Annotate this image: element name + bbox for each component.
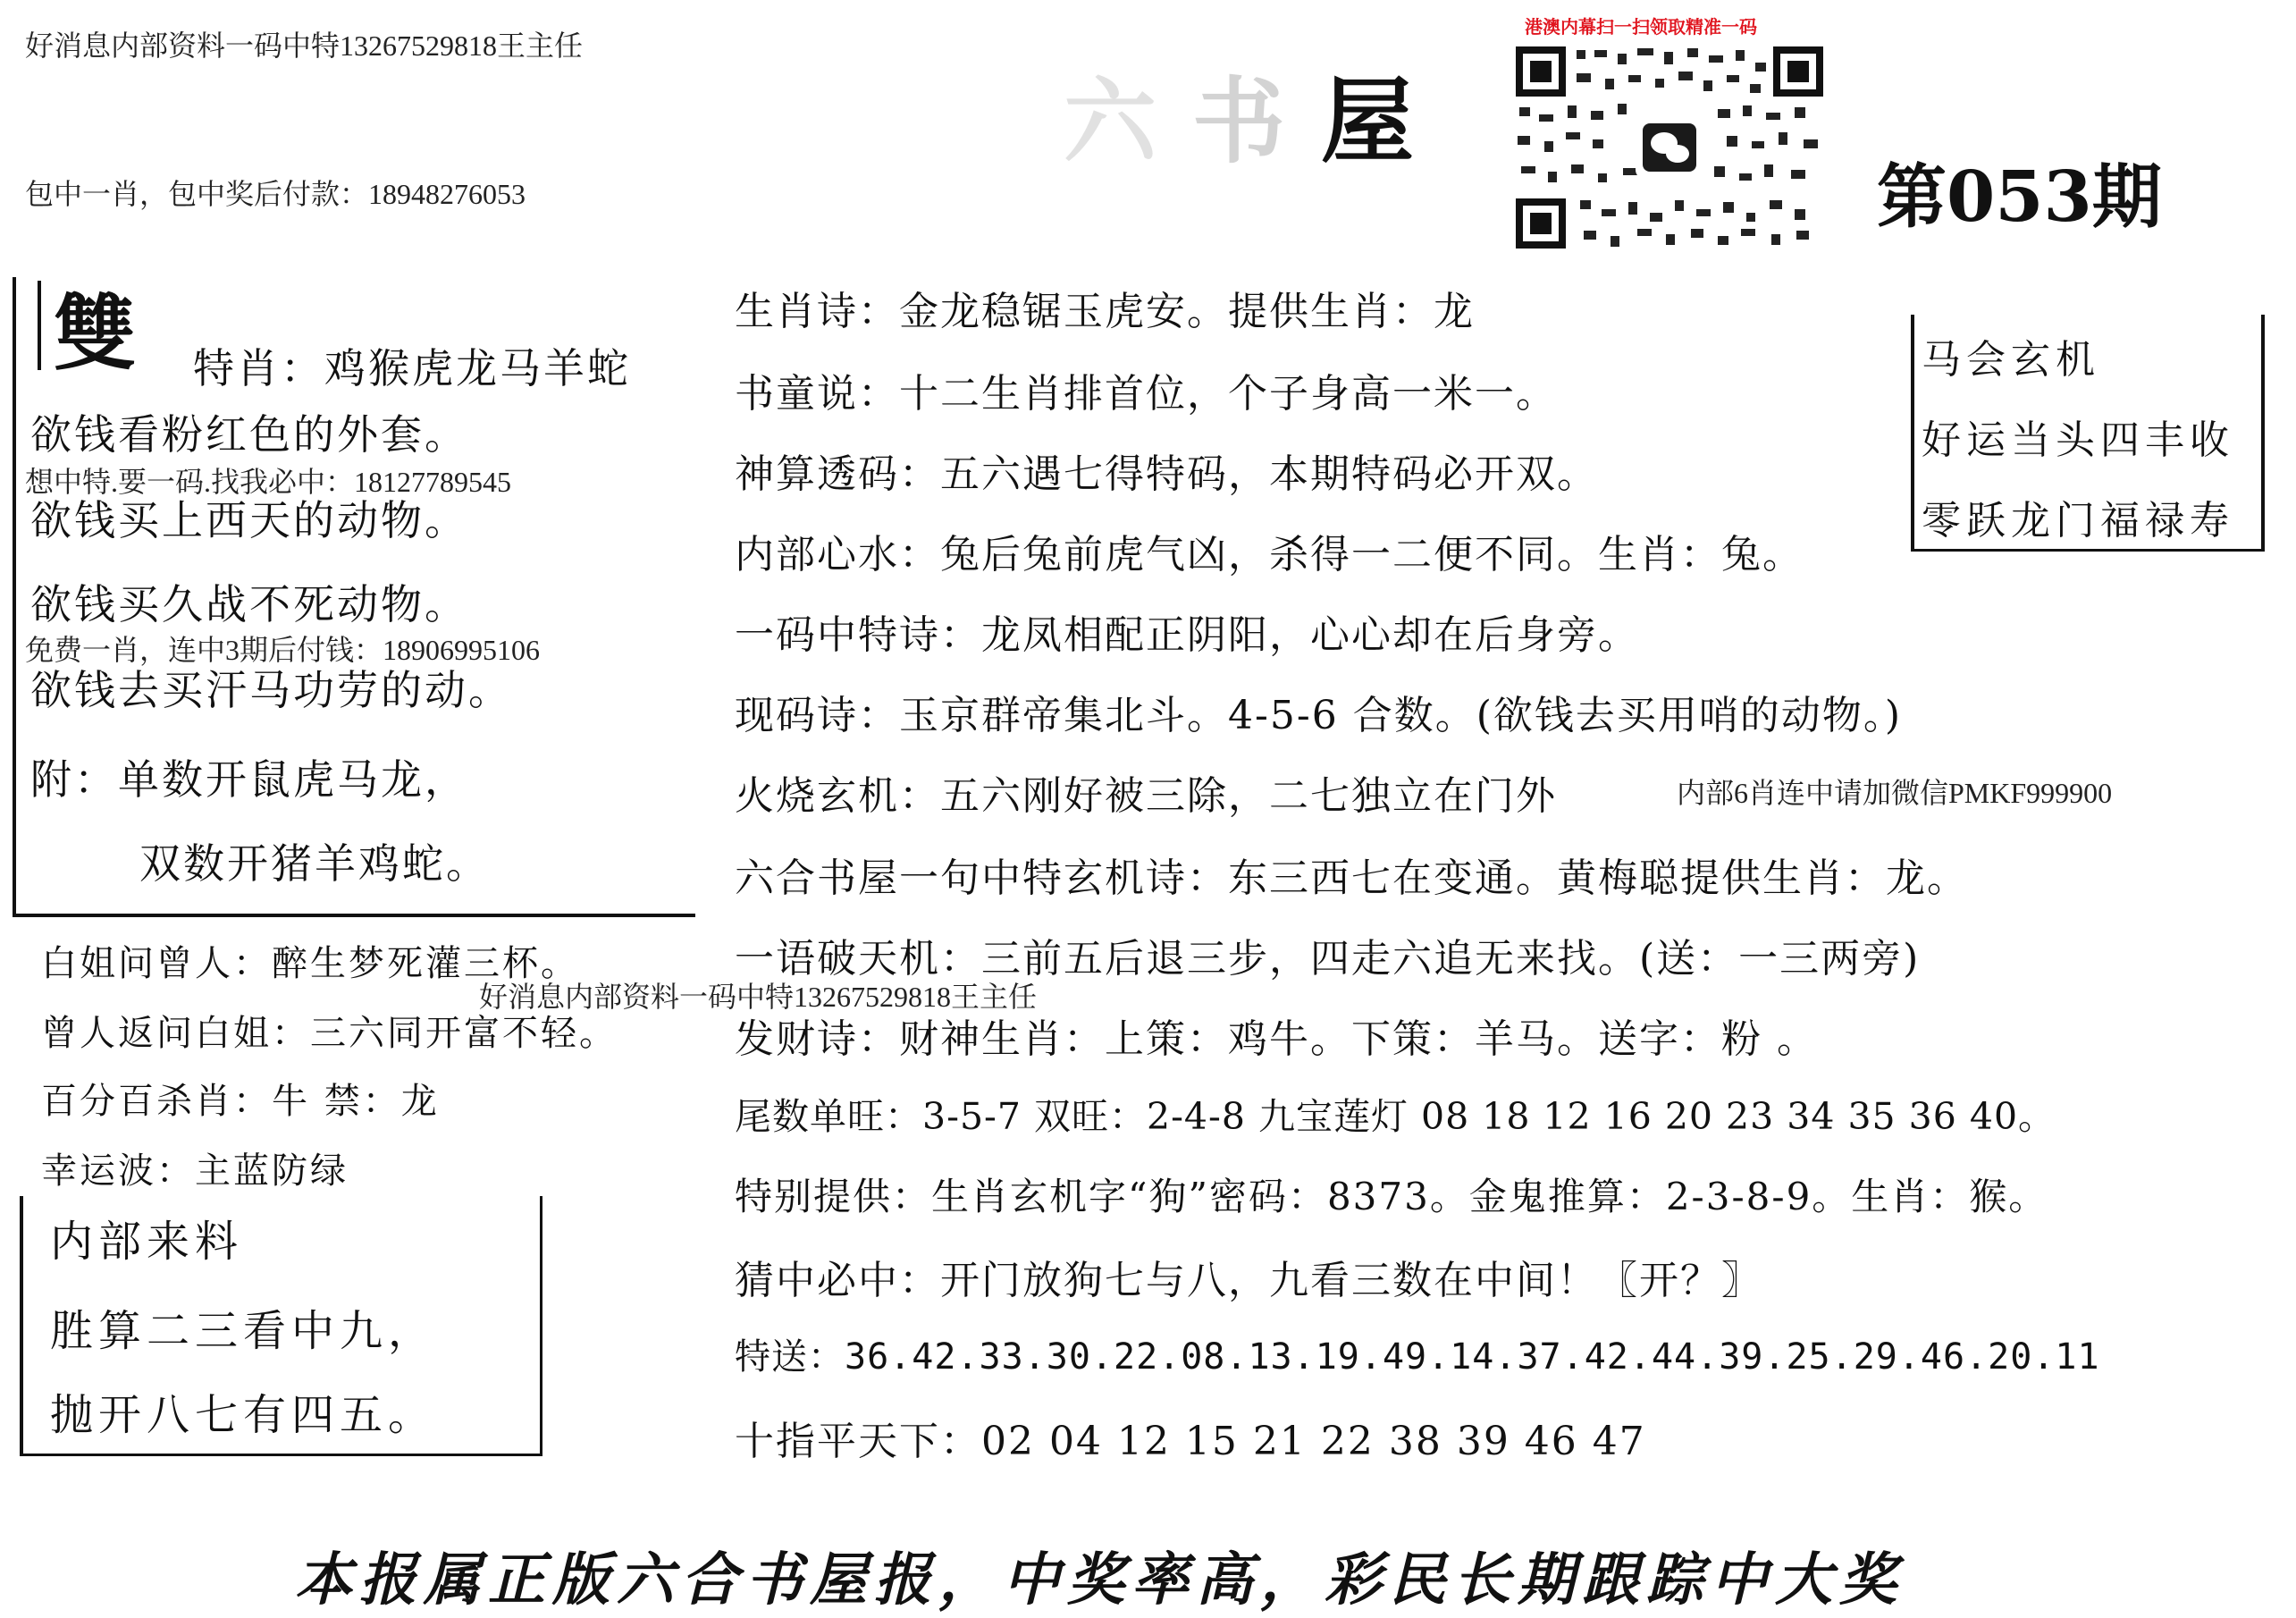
ad-mid-left: 想中特.要一码.找我必中：18127789545	[25, 466, 512, 498]
main-line-14: 特送：36.42.33.30.22.08.13.19.49.14.37.42.44.39.25.29.46.20.11	[735, 1336, 2100, 1378]
left-line-2: 欲钱买上西天的动物。	[30, 496, 468, 544]
right-box-title: 马会玄机	[1922, 337, 2100, 383]
left-line-6: 双数开猪羊鸡蛇。	[139, 839, 490, 888]
ad-top-left: 好消息内部资料一码中特13267529818王主任	[25, 29, 584, 62]
title-char-2: 书	[1192, 66, 1322, 176]
left-line-3: 欲钱买久战不死动物。	[30, 580, 468, 628]
qr-caption: 港澳内幕扫一扫领取精准一码	[1525, 16, 1757, 38]
right-box-line-2: 零跃龙门福禄寿	[1922, 498, 2234, 544]
footer-slogan: 本报属正版六合书屋报，中奖率高，彩民长期跟踪中大奖	[295, 1546, 1904, 1614]
main-line-3: 神算透码：五六遇七得特码，本期特码必开双。	[735, 451, 1598, 497]
left-line-1: 欲钱看粉红色的外套。	[30, 410, 468, 459]
issue-number: 第053期	[1877, 156, 2162, 238]
left-lower-1: 白姐问曾人：醉生梦死灌三杯。	[41, 943, 579, 984]
main-line-6: 现码诗：玉京群帝集北斗。4-5-6 合数。(欲钱去买用哨的动物。)	[735, 693, 1903, 738]
inner-box-title: 内部来料	[50, 1217, 244, 1267]
main-line-10: 发财诗：财神生肖：上策：鸡牛。下策：羊马。送字：粉 。	[735, 1016, 1818, 1062]
main-line-15: 十指平天下：02 04 12 15 21 22 38 39 46 47	[735, 1419, 1646, 1464]
main-line-8: 六合书屋一句中特玄机诗：东三西七在变通。黄梅聪提供生肖：龙。	[735, 855, 1968, 901]
ad-mid-repeat: 好消息内部资料一码中特13267529818王主任	[479, 981, 1038, 1013]
left-lower-2: 曾人返问白姐：三六同开富不轻。	[41, 1013, 618, 1054]
left-box-corner	[38, 281, 41, 370]
special-zodiac: 特肖：鸡猴虎龙马羊蛇	[193, 344, 631, 392]
ad-free: 免费一肖，连中3期后付钱：18906995106	[25, 634, 541, 666]
newspaper-title	[1064, 46, 1450, 181]
main-line-5: 一码中特诗：龙凤相配正阴阳，心心却在后身旁。	[735, 612, 1639, 658]
left-lower-3: 百分百杀肖：牛 禁：龙	[41, 1081, 440, 1122]
inner-box-line-1: 胜算二三看中九，	[50, 1306, 437, 1356]
main-line-2: 书童说：十二生肖排首位，个子身高一米一。	[735, 371, 1557, 417]
right-box-line-1: 好运当头四丰收	[1922, 417, 2234, 463]
inner-box-line-2: 抛开八七有四五。	[50, 1390, 437, 1440]
main-line-9: 一语破天机：三前五后退三步，四走六追无来找。(送：一三两旁)	[735, 936, 1921, 982]
main-line-13: 猜中必中：开门放狗七与八，九看三数在中间！〖开？〗	[735, 1258, 1762, 1303]
main-line-4: 内部心水：兔后兔前虎气凶，杀得一二便不同。生肖：兔。	[735, 532, 1804, 577]
main-line-1: 生肖诗：金龙稳锯玉虎安。提供生肖：龙	[735, 289, 1475, 334]
ad-wechat: 内部6肖连中请加微信PMKF999900	[1677, 777, 2113, 809]
ad-second-left: 包中一肖，包中奖后付款：18948276053	[25, 178, 526, 210]
title-char-3: 屋	[1321, 66, 1451, 176]
left-lower-4: 幸运波：主蓝防绿	[41, 1150, 349, 1192]
main-line-12: 特别提供：生肖玄机字“狗”密码：8373。金鬼推算：2-3-8-9。生肖：猴。	[735, 1175, 2048, 1218]
left-line-4: 欲钱去买汗马功劳的动。	[30, 666, 512, 714]
main-line-11: 尾数单旺：3-5-7 双旺：2-4-8 九宝莲灯 08 18 12 16 20 23 34 35 36 40。	[735, 1095, 2056, 1138]
qr-code-icon[interactable]	[1512, 43, 1827, 252]
big-char: 雙	[54, 285, 137, 382]
title-char-1: 六	[1064, 66, 1193, 176]
main-line-7: 火烧玄机：五六刚好被三除，二七独立在门外	[735, 773, 1557, 819]
left-line-5: 附：单数开鼠虎马龙，	[30, 755, 468, 804]
